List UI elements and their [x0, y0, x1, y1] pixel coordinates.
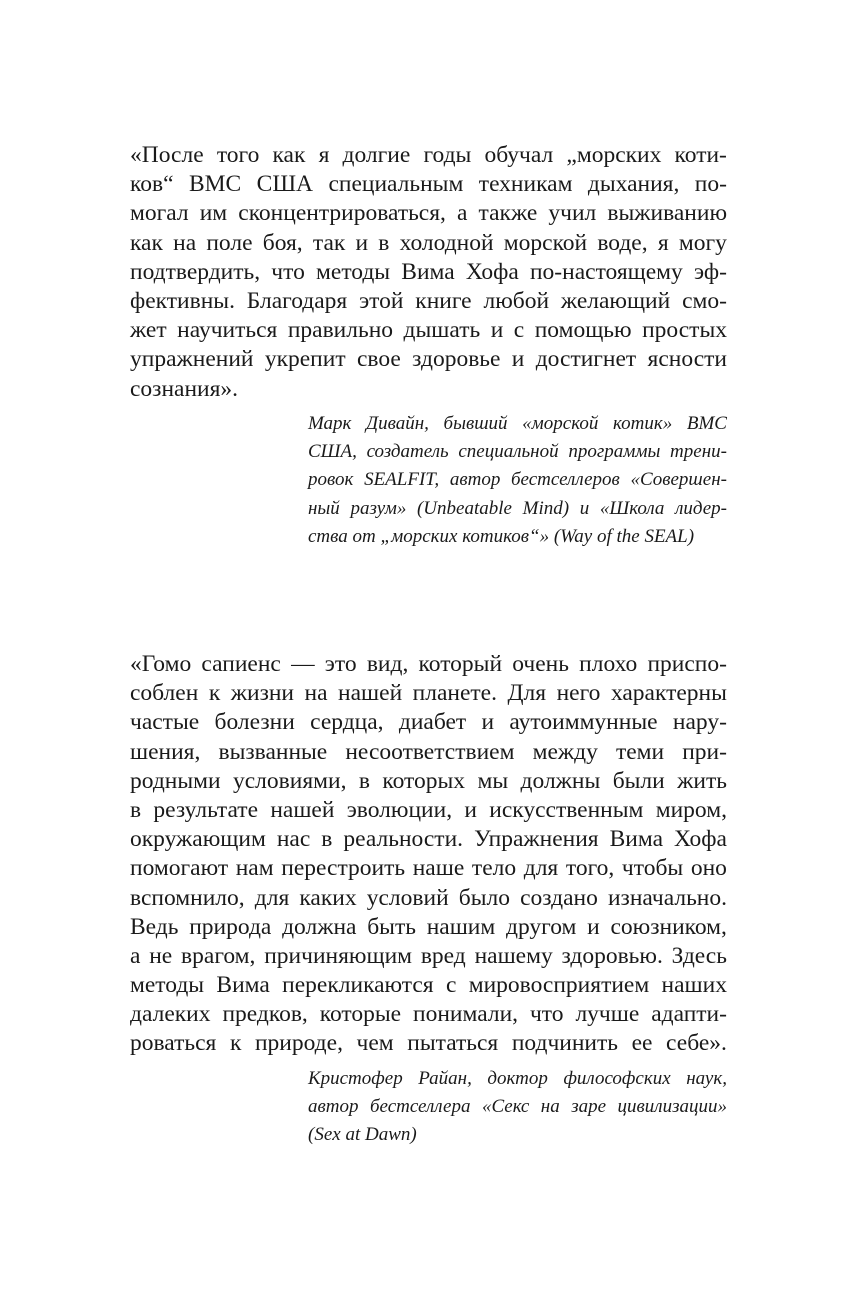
word: «Секс: [481, 1096, 530, 1118]
word: наших: [661, 972, 727, 999]
word: того,: [565, 855, 615, 882]
word: плохо: [579, 651, 638, 677]
word: и: [464, 796, 477, 823]
word: вид,: [366, 651, 409, 677]
word: окружающим: [130, 826, 266, 853]
word: нашим: [426, 913, 496, 940]
word: жить: [677, 767, 727, 794]
word: подтвердить,: [130, 258, 261, 285]
word: фективны.: [130, 287, 235, 314]
word: и: [481, 709, 495, 736]
word: себе».: [666, 1030, 727, 1057]
word: коти-: [674, 142, 727, 168]
word: другом: [506, 913, 577, 940]
blurb-1: [130, 141, 727, 552]
word: (Unbeatable: [416, 497, 512, 519]
word: эволюции,: [346, 796, 453, 823]
word: техникам: [478, 171, 573, 198]
word: упражнений: [130, 346, 254, 373]
attribution-line: [308, 523, 727, 551]
word: сознания».: [130, 375, 239, 402]
word: подчинить: [511, 1030, 618, 1057]
word: простых: [642, 317, 727, 344]
word: сконцентрироваться,: [238, 200, 446, 227]
word: природа: [189, 913, 272, 940]
word: и: [579, 497, 590, 519]
word: природе,: [254, 1030, 343, 1057]
word: к: [208, 680, 221, 707]
word: что: [271, 258, 305, 285]
word: ства: [308, 526, 348, 548]
word: Dawn): [364, 1124, 417, 1146]
word: достигнет: [535, 346, 637, 373]
word: аутоиммунные: [509, 709, 658, 736]
word: ровок: [308, 469, 354, 491]
quote-line: [130, 141, 727, 170]
word: здоровье: [412, 346, 501, 373]
word: ков“: [130, 171, 174, 198]
quote-line: [130, 170, 727, 199]
word: условиями,: [233, 767, 347, 794]
quote-line: [130, 913, 727, 942]
word: Кристофер: [308, 1067, 403, 1089]
word: «морской: [522, 412, 599, 434]
word: смо-: [682, 287, 727, 314]
word: искусственным: [489, 796, 644, 823]
quote-line: [130, 650, 727, 679]
word: Упражнения: [474, 826, 599, 853]
attribution-line: [308, 466, 727, 494]
word: несоответствием: [345, 738, 515, 765]
quote-line: [130, 199, 727, 228]
word: тело: [471, 855, 517, 882]
word: болезни: [214, 709, 295, 736]
word: к: [229, 1030, 242, 1057]
word: Для: [507, 680, 547, 707]
word: планете.: [412, 680, 497, 707]
word: могал: [130, 200, 189, 227]
word: Ведь: [130, 913, 179, 940]
word: мы: [477, 767, 509, 794]
word: для: [523, 855, 559, 882]
word: Mind): [522, 497, 570, 519]
word: of: [596, 526, 612, 548]
word: методы: [316, 258, 391, 285]
word: союзником,: [610, 913, 727, 940]
word: оно: [690, 855, 727, 882]
attribution-line: [308, 1065, 727, 1093]
word: а: [457, 200, 468, 227]
word: эф-: [693, 258, 727, 285]
attribution-line: [308, 495, 727, 523]
word: при-: [682, 738, 727, 765]
word: врагом,: [181, 942, 256, 969]
blurb-2-quote: [130, 650, 727, 1059]
word: понимали,: [413, 1001, 519, 1028]
word: воде,: [597, 229, 648, 256]
word: вспомнило,: [130, 884, 245, 911]
word: не: [149, 942, 173, 969]
quote-line: [130, 738, 727, 767]
word: разум»: [350, 497, 407, 519]
word: того: [216, 142, 260, 168]
word: чтобы: [621, 855, 684, 882]
word: роваться: [130, 1030, 217, 1057]
quote-line: [130, 1029, 727, 1058]
word: любой: [483, 287, 550, 314]
word: быть: [367, 913, 416, 940]
word: „морских: [566, 142, 662, 168]
word: «Школа: [599, 497, 665, 519]
blurb-2-attribution: [308, 1065, 727, 1150]
word: пытаться: [407, 1030, 499, 1057]
word: создано: [520, 884, 598, 911]
word: создатель: [366, 441, 449, 463]
word: холодной: [399, 229, 494, 256]
quote-line: [130, 708, 727, 737]
word: дышать: [403, 317, 481, 344]
word: SEAL): [644, 526, 695, 548]
quote-line: [130, 971, 727, 1000]
word: свое: [356, 346, 401, 373]
word: ный: [308, 497, 340, 519]
word: я: [657, 229, 669, 256]
quote-line: [130, 1000, 727, 1029]
blurb-1-quote: [130, 141, 727, 404]
word: США,: [308, 441, 357, 463]
word: предков,: [222, 1001, 308, 1028]
word: специальным: [328, 171, 464, 198]
word: обучал: [484, 142, 554, 168]
word: «Совершен-: [630, 469, 727, 491]
word: нашей: [270, 796, 335, 823]
word: по-настоящему: [529, 258, 683, 285]
word: бестселлеров: [511, 469, 620, 491]
word: доктор: [487, 1067, 548, 1089]
word: вызванные: [218, 738, 328, 765]
word: им: [199, 200, 228, 227]
word: с: [445, 972, 457, 999]
word: нашей: [338, 680, 403, 707]
word: также: [478, 200, 538, 227]
word: так: [312, 229, 346, 256]
word: Марк: [308, 412, 352, 434]
word: по-: [694, 171, 727, 198]
word: цивилизации»: [617, 1096, 727, 1118]
word: этой: [359, 287, 404, 314]
word: должны: [520, 767, 601, 794]
word: нару-: [672, 709, 727, 736]
word: диабет: [398, 709, 467, 736]
word: специальной: [458, 441, 559, 463]
word: философских: [563, 1067, 671, 1089]
word: «После: [130, 142, 204, 168]
quote-line: [130, 854, 727, 883]
word: изначально.: [607, 884, 727, 911]
word: реальности.: [343, 826, 464, 853]
word: шения,: [130, 738, 201, 765]
word: книге: [415, 287, 472, 314]
word: Дивайн,: [366, 412, 429, 434]
word: с: [513, 317, 525, 344]
word: заре: [571, 1096, 607, 1118]
word: —: [291, 651, 315, 677]
word: приспо-: [647, 651, 727, 677]
word: сердца,: [310, 709, 384, 736]
word: лидер-: [675, 497, 727, 519]
word: автор: [449, 469, 501, 491]
word: могу: [678, 229, 727, 256]
word: от: [352, 526, 376, 548]
word: поле: [206, 229, 253, 256]
blurb-1-attribution: [308, 410, 727, 552]
word: наше: [412, 855, 465, 882]
word: США: [256, 171, 313, 198]
word: характерны: [610, 680, 727, 707]
word: а: [130, 942, 141, 969]
word: „морских: [380, 526, 458, 548]
word: и: [490, 317, 504, 344]
quote-line: [130, 679, 727, 708]
word: ясности: [647, 346, 727, 373]
word: нам: [235, 855, 274, 882]
word: вред: [420, 942, 466, 969]
word: между: [532, 738, 598, 765]
word: Хофа: [465, 258, 519, 285]
word: в: [321, 826, 333, 853]
word: (Sex: [308, 1124, 341, 1146]
word: на: [540, 1096, 560, 1118]
quote-line: [130, 825, 727, 854]
word: условий: [366, 884, 449, 911]
word: годы: [423, 142, 472, 168]
word: наук,: [686, 1067, 727, 1089]
word: далеких: [130, 1001, 211, 1028]
quote-line: [130, 767, 727, 796]
word: в: [378, 229, 390, 256]
word: соблен: [130, 680, 199, 707]
word: и: [355, 229, 369, 256]
quote-line: [130, 375, 727, 404]
word: были: [612, 767, 665, 794]
word: нашему: [474, 942, 553, 969]
word: автор: [308, 1096, 359, 1118]
word: желающий: [560, 287, 671, 314]
word: укрепит: [264, 346, 346, 373]
word: в: [358, 767, 370, 794]
word: миром,: [655, 796, 727, 823]
word: перекликаются: [282, 972, 434, 999]
word: мировосприятием: [468, 972, 650, 999]
word: ее: [631, 1030, 653, 1057]
word: at: [345, 1124, 361, 1146]
word: перестроить: [281, 855, 406, 882]
word: Вима: [216, 972, 270, 999]
word: и: [511, 346, 525, 373]
word: Хофа: [674, 826, 727, 853]
quote-line: [130, 287, 727, 316]
word: адапти-: [651, 1001, 727, 1028]
word: которых: [382, 767, 466, 794]
word: бестселлера: [369, 1096, 471, 1118]
word: на: [304, 680, 328, 707]
word: the: [616, 526, 640, 548]
word: ВМС: [686, 412, 727, 434]
attribution-line: [308, 1093, 727, 1121]
word: правильно: [287, 317, 394, 344]
quote-line: [130, 345, 727, 374]
word: родными: [130, 767, 221, 794]
word: жизни: [230, 680, 294, 707]
quote-line: [130, 316, 727, 345]
word: котик»: [612, 412, 673, 434]
blurb-2: [130, 650, 727, 1150]
word: каких: [299, 884, 357, 911]
word: ВМС: [188, 171, 242, 198]
word: долгие: [342, 142, 411, 168]
word: частые: [130, 709, 200, 736]
attribution-line: [308, 410, 727, 438]
word: нас: [276, 826, 311, 853]
word: жет: [130, 317, 167, 344]
word: него: [556, 680, 601, 707]
quote-line: [130, 884, 727, 913]
word: «Гомо: [130, 651, 192, 677]
word: выживанию: [607, 200, 727, 227]
word: результате: [153, 796, 259, 823]
word: я: [318, 142, 330, 168]
word: на: [173, 229, 197, 256]
word: помощью: [534, 317, 632, 344]
word: чем: [356, 1030, 394, 1057]
word: Вима: [609, 826, 664, 853]
word: должна: [282, 913, 357, 940]
word: SEALFIT,: [364, 469, 440, 491]
word: которые: [319, 1001, 402, 1028]
word: для: [254, 884, 290, 911]
word: Райан,: [418, 1067, 472, 1089]
word: Благодаря: [246, 287, 348, 314]
word: теми: [615, 738, 665, 765]
word: программы: [568, 441, 661, 463]
word: Здесь: [671, 942, 727, 969]
word: научиться: [177, 317, 278, 344]
word: очень: [512, 651, 569, 677]
word: здоровью.: [561, 942, 663, 969]
word: котиков“»: [462, 526, 550, 548]
word: бывший: [443, 412, 508, 434]
word: помогают: [130, 855, 229, 882]
word: было: [458, 884, 510, 911]
word: дыхания,: [587, 171, 680, 198]
word: Вима: [401, 258, 455, 285]
attribution-line: [308, 1121, 727, 1149]
word: причиняющим: [264, 942, 413, 969]
quote-line: [130, 942, 727, 971]
word: методы: [130, 972, 205, 999]
word: учил: [548, 200, 597, 227]
word: который: [418, 651, 503, 677]
quote-line: [130, 258, 727, 287]
word: и: [587, 913, 600, 940]
word: лучше: [575, 1001, 640, 1028]
word: сапиенс: [201, 651, 281, 677]
word: морской: [503, 229, 588, 256]
word: трени-: [670, 441, 727, 463]
word: как: [272, 142, 306, 168]
word: в: [130, 796, 142, 823]
word: как: [130, 229, 163, 256]
quote-line: [130, 796, 727, 825]
word: это: [324, 651, 357, 677]
word: (Way: [553, 526, 593, 548]
attribution-line: [308, 438, 727, 466]
word: боя,: [262, 229, 303, 256]
quote-line: [130, 229, 727, 258]
word: что: [529, 1001, 564, 1028]
